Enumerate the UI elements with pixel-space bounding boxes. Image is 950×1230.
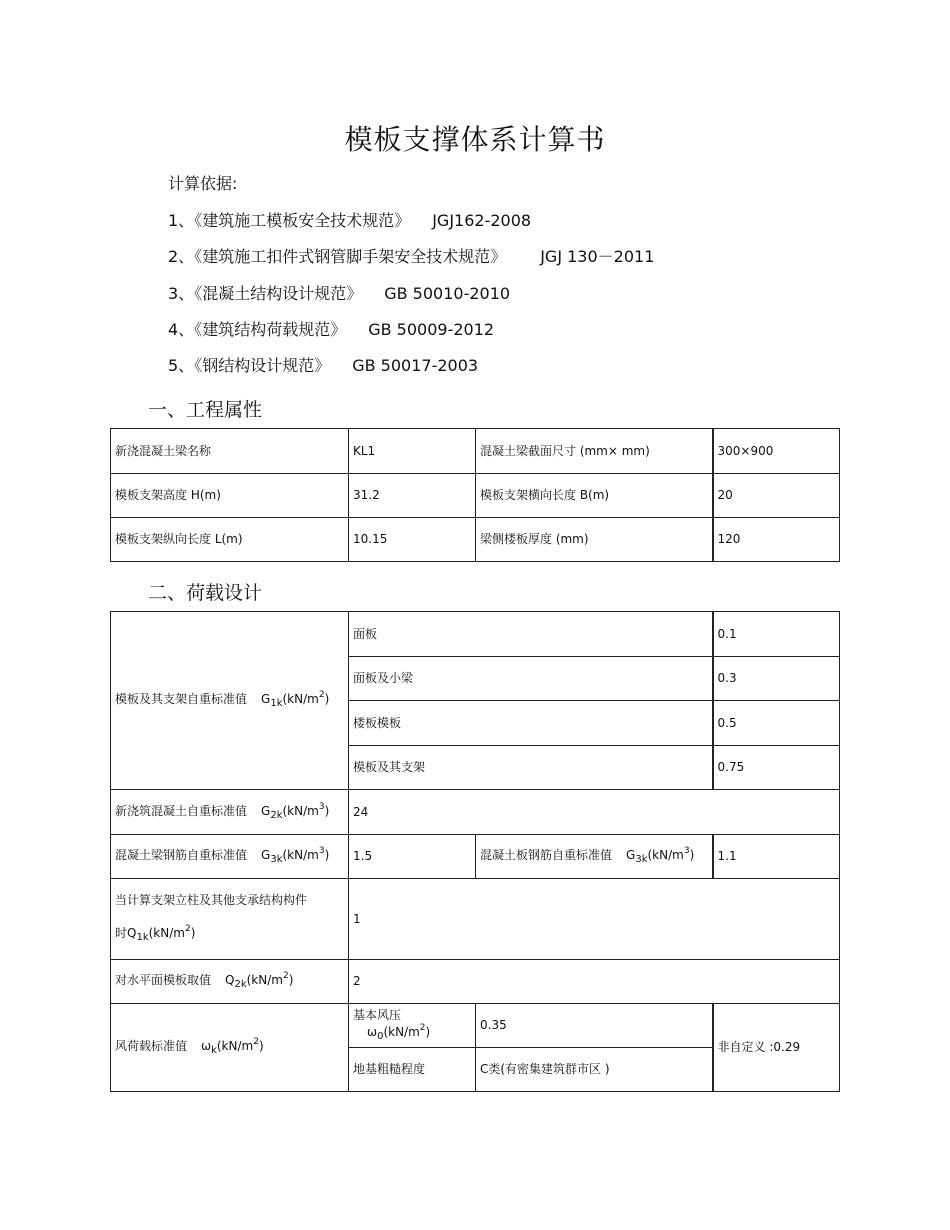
cell-label: 模板支架纵向长度 L(m): [111, 518, 349, 562]
cell-label: 混凝土梁截面尺寸 (mm× mm): [476, 429, 713, 474]
q1k-value: 1: [349, 879, 840, 960]
cell-value: 120: [713, 518, 840, 562]
q2k-value: 2: [349, 960, 840, 1004]
section-heading-engineering: 一、工程属性: [148, 399, 263, 421]
cell-label: 梁侧楼板厚度 (mm): [476, 518, 713, 562]
reference-item: 4、《建筑结构荷载规范》 GB 50009-2012: [168, 320, 495, 339]
g1k-item-name: 面板: [349, 612, 713, 657]
g1k-item-name: 模板及其支架: [349, 746, 713, 790]
table-row: [111, 960, 840, 1004]
g1k-label-cell: 模板及其支架自重标准值 $G_{1k}(kN/m^2)$: [111, 612, 349, 790]
q2k-label-cell: 对水平面模板取值 $Q_{2k}(kN/m^2)$: [111, 960, 349, 1004]
wind-base-value: 0.35: [476, 1004, 713, 1048]
cell-label: 模板支架高度 H(m): [111, 474, 349, 518]
cell-label: 模板支架横向长度 B(m): [476, 474, 713, 518]
reference-item: 5、《钢结构设计规范》 GB 50017-2003: [168, 356, 479, 375]
cell-value: KL1: [349, 429, 476, 474]
g3k-slab-label-cell: 混凝土板钢筋自重标准值 $G_{3k}(kN/m^3)$: [476, 835, 713, 879]
cell-value: 20: [713, 474, 840, 518]
cell-value: 300×900: [713, 429, 840, 474]
q1k-label-cell: [111, 879, 349, 960]
g2k-label-cell: 新浇筑混凝土自重标准值 $G_{2k}(kN/m^3)$: [111, 790, 349, 835]
q1k-label-line2: 时$Q_{1k}(kN/m^2)$: [115, 924, 196, 944]
engineering-properties-table: [110, 428, 840, 562]
g2k-value: 24: [349, 790, 840, 835]
reference-item: 3、《混凝土结构设计规范》 GB 50010-2010: [168, 284, 511, 303]
g3k-slab-value: 1.1: [713, 835, 840, 879]
cell-value: 31.2: [349, 474, 476, 518]
wind-base-label-cell: 基本风压$\omega_0(kN/m^2)$: [349, 1004, 476, 1048]
g1k-item-name: 面板及小梁: [349, 657, 713, 701]
table-row: [111, 790, 840, 835]
table-row: [111, 474, 840, 518]
g1k-item-name: 楼板模板: [349, 701, 713, 746]
table-row: [111, 429, 840, 474]
section-heading-load: 二、荷载设计: [148, 582, 263, 604]
table-row: [111, 1004, 840, 1048]
g3k-beam-label-cell: 混凝土梁钢筋自重标准值 $G_{3k}(kN/m^3)$: [111, 835, 349, 879]
table-row: [111, 518, 840, 562]
cell-value: 10.15: [349, 518, 476, 562]
q1k-label-line1: 当计算支架立柱及其他支承结构构件: [115, 893, 308, 908]
wind-roughness-value: C类(有密集建筑群市区 ): [476, 1048, 713, 1092]
wind-label-cell: 风荷载标准值 $\omega_k(kN/m^2)$: [111, 1004, 349, 1092]
table-row: [111, 835, 840, 879]
table-row: [111, 879, 840, 960]
wind-custom-value: 非自定义 :0.29: [713, 1004, 840, 1092]
basis-heading: 计算依据:: [168, 174, 238, 193]
reference-item: 2、《建筑施工扣件式钢管脚手架安全技术规范》 JGJ 130－2011: [168, 247, 655, 266]
g1k-item-value: 0.1: [713, 612, 840, 657]
document-title: 模板支撑体系计算书: [344, 123, 606, 156]
wind-roughness-label: 地基粗糙程度: [349, 1048, 476, 1092]
g1k-item-value: 0.75: [713, 746, 840, 790]
table-row: [111, 612, 840, 657]
reference-item: 1、《建筑施工模板安全技术规范》 JGJ162-2008: [168, 211, 532, 230]
g1k-item-value: 0.5: [713, 701, 840, 746]
load-design-table: [110, 611, 840, 1092]
g1k-item-value: 0.3: [713, 657, 840, 701]
g3k-beam-value: 1.5: [349, 835, 476, 879]
cell-label: 新浇混凝土梁名称: [111, 429, 349, 474]
